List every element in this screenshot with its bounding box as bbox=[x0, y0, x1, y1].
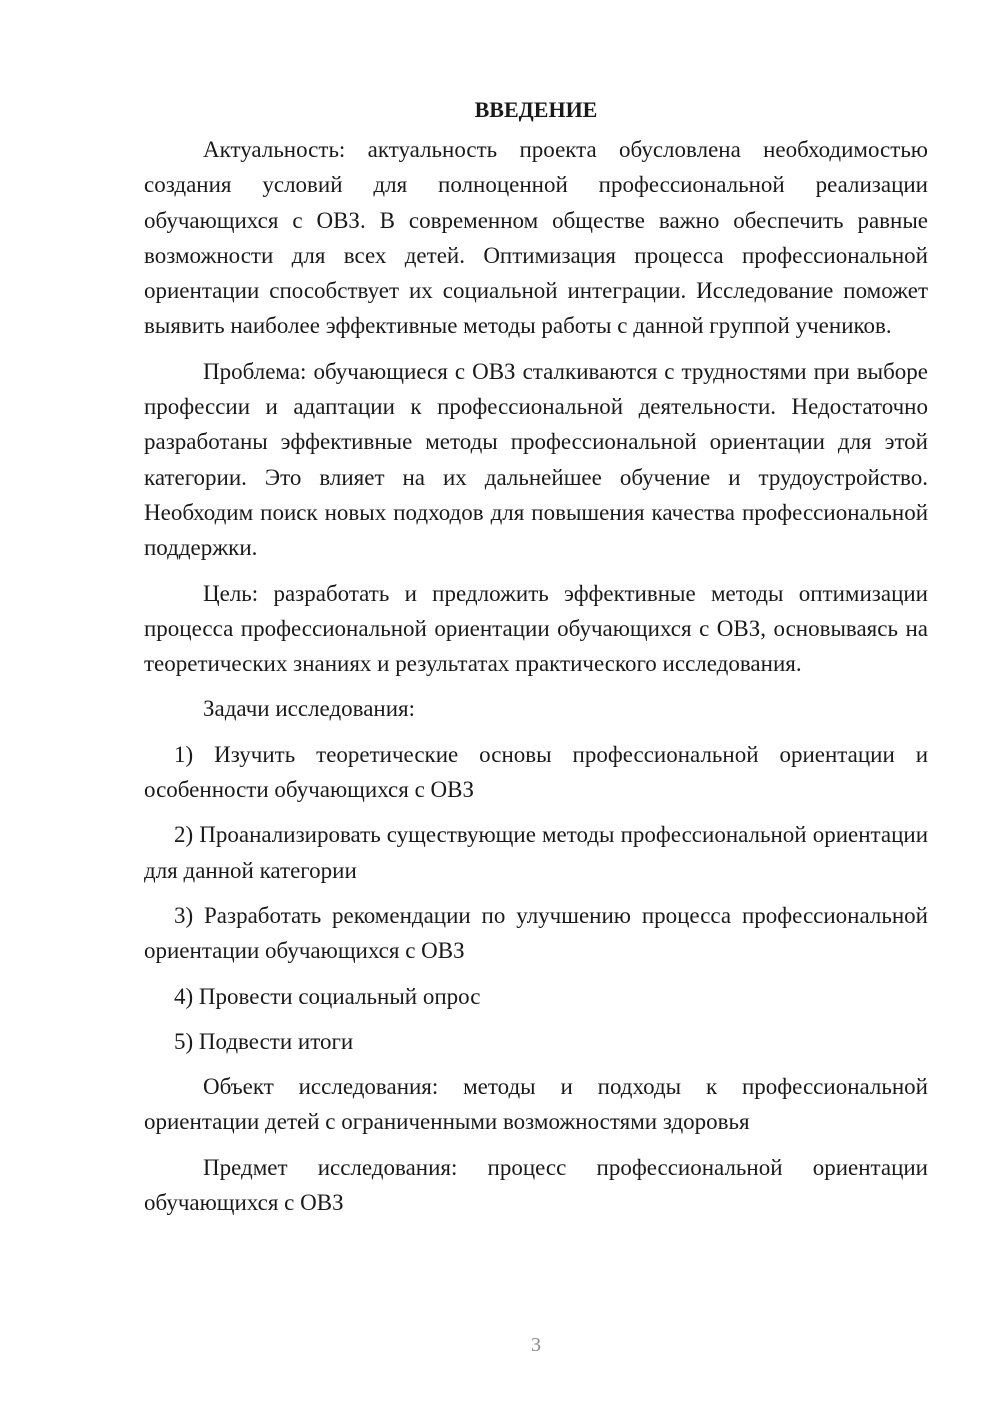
object-paragraph: Объект исследования: методы и подходы к профессиональной ориентации детей с ограниченными возможностями здоровья bbox=[144, 1074, 928, 1135]
goal-paragraph: Цель: разработать и предложить эффективные методы оптимизации процесса профессиональной ориентации обучающихся с ОВЗ, основываясь на теоретических знаниях и результатах практического исследования. bbox=[144, 580, 928, 677]
tasks-heading: Задачи исследования: bbox=[203, 696, 416, 722]
page-number: 3 bbox=[531, 1334, 541, 1356]
task-item-3: 3) Разработать рекомендации по улучшению процесса профессиональной ориентации обучающихся с ОВЗ bbox=[144, 902, 928, 964]
problem-paragraph: Проблема: обучающиеся с ОВЗ сталкиваются с трудностями при выборе профессии и адаптации к профессиональной деятельности. Недостаточно разработаны эффективные методы профессиональной ориентации для этой категории. Это влияет на их дальнейшее обучение и трудоустройство. Необходим поиск новых подходов для повышения качества профессиональной поддержки. bbox=[144, 358, 928, 561]
task-item-5: 5) Подвести итоги bbox=[174, 1028, 354, 1054]
relevance-paragraph: Актуальность: актуальность проекта обусловлена необходимостью создания условий для полноценной профессиональной реализации обучающихся с ОВЗ. В современном обществе важно обеспечить равные возможности для всех детей. Оптимизация процесса профессиональной ориентации способствует их социальной интеграции. Исследование поможет выявить наиболее эффективные методы работы с данной группой учеников. bbox=[144, 137, 928, 339]
subject-paragraph: Предмет исследования: процесс профессиональной ориентации обучающихся с ОВЗ bbox=[144, 1154, 928, 1216]
task-item-4: 4) Провести социальный опрос bbox=[174, 983, 481, 1009]
section-title: ВВЕДЕНИЕ bbox=[474, 97, 598, 122]
document-page bbox=[144, 92, 928, 1230]
task-item-2: 2) Проанализировать существующие методы профессиональной ориентации для данной категории bbox=[144, 822, 928, 883]
task-item-1: 1) Изучить теоретические основы профессиональной ориентации и особенности обучающихся с ОВЗ bbox=[144, 741, 928, 803]
